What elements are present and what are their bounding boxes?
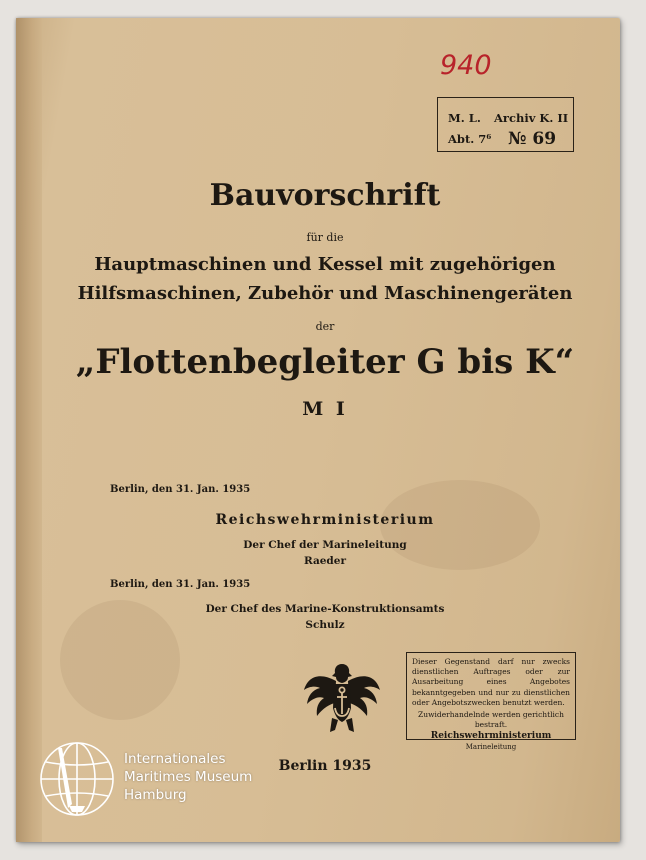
document-title: Bauvorschrift — [209, 178, 441, 213]
chief-title-1: Der Chef der Marineleitung — [243, 539, 407, 551]
confidentiality-notice — [406, 652, 576, 751]
designation: M I — [302, 398, 348, 420]
notice-unit: Marineleitung — [465, 742, 517, 751]
museum-line-2: Maritimes Museum — [124, 769, 253, 785]
museum-line-1: Internationales — [124, 751, 226, 767]
signatory-name-1: Raeder — [303, 555, 346, 567]
notice-authority: Reichswehrministerium — [430, 731, 552, 742]
archive-stamp-label: M. L. — [448, 111, 481, 125]
museum-watermark — [124, 750, 252, 804]
museum-line-3: Hamburg — [124, 787, 187, 803]
for-the-text: für die — [306, 231, 344, 244]
archive-stamp — [437, 97, 574, 152]
publication-city-year: Berlin 1935 — [278, 758, 372, 774]
place-date-2: Berlin, den 31. Jan. 1935 — [110, 579, 251, 590]
archive-stamp-number: № 69 — [508, 129, 557, 149]
subtitle-line-1: Hauptmaschinen und Kessel mit zugehörigen — [94, 254, 556, 275]
archive-stamp-archive: Archiv K. II — [494, 111, 569, 125]
place-date-1: Berlin, den 31. Jan. 1935 — [110, 484, 251, 495]
museum-globe-ship-icon — [38, 738, 116, 820]
subtitle-line-2: Hilfsmaschinen, Zubehör und Maschinengeräten — [77, 283, 573, 304]
notice-text: Dieser Gegenstand darf nur zwecks dienstlichen Auftrages oder zur Ausarbeitung eines Angebotes bekanntgegeben und nur zu dienstlichen oder Angebotszwecken benutzt werden. — [412, 657, 570, 707]
main-title: „Flottenbegleiter G bis K“ — [75, 342, 575, 382]
cover-spine — [16, 18, 42, 842]
chief-title-2: Der Chef des Marine-Konstruktionsamts — [205, 603, 445, 615]
archive-stamp-department: Abt. 7⁶ — [448, 132, 492, 146]
eagle-emblem-icon — [302, 656, 382, 734]
ministry-name: Reichswehrministerium — [215, 512, 435, 528]
signatory-name-2: Schulz — [305, 619, 345, 631]
of-the-text: der — [315, 320, 335, 333]
notice-warning: Zuwiderhandelnde werden gerichtlich bestraft. — [418, 710, 564, 730]
handwritten-number: 940 — [440, 50, 492, 81]
paper-stain — [60, 600, 180, 720]
